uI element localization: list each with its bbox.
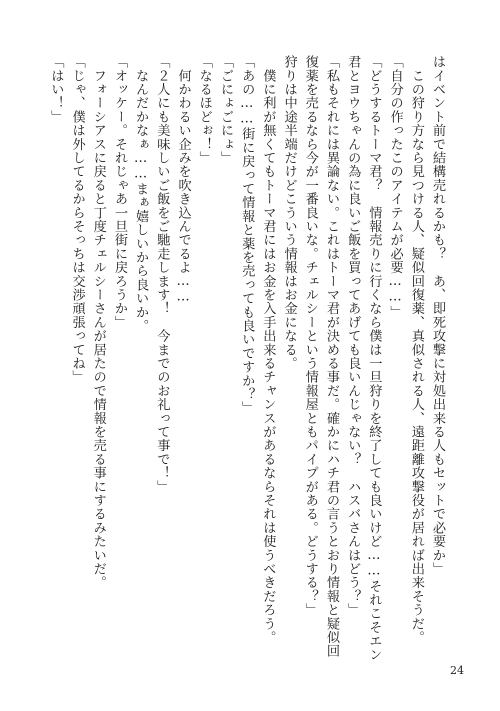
text-line: 僕に利が無くてもトーマ君にはお金を入手出来るチャンスがあるならそれは使うべきだろう。 — [260, 55, 276, 645]
text-line: 「はい！」 — [48, 55, 64, 124]
text-line: 「どうするトーマ君？ 情報売りに行くなら僕は一旦狩りを終了しても良いけど……それこそエン — [366, 55, 382, 662]
text-line: フォーシアスに戻ると丁度チェルシーさんが居たので情報を売る事にするみたいだ。 — [90, 55, 106, 590]
page-number: 24 — [450, 664, 464, 677]
text-line: はイベント前で結構売れるかも？ あ、即死攻撃に対処出来る人もセットで必要か」 — [430, 55, 445, 576]
text-line: 「あの……街に戻って情報と薬を売っても良いですか？」 — [239, 55, 255, 415]
text-line: 「自分の作ったこのアイテムが必要……」 — [387, 55, 403, 319]
text-line: 「なるほどぉ！」 — [196, 55, 212, 165]
text-line: 「ごにょごにょ」 — [217, 55, 233, 165]
text-line: 「私もそれには異論ない。これはトーマ君が決める事だ。確かにハチ君の言うとおり情報と疑似回 — [323, 55, 339, 658]
text-line: この狩り方なら見つける人、疑似回復薬、真似される人、遠距離攻撃役が居れば出来そうだ。 — [408, 55, 424, 645]
text-line: 「２人にも美味しいご飯をご馳走します！ 今までのお礼って事で！」 — [154, 55, 170, 494]
text-line: 「じゃ、僕は外してるからそっちは交渉頑張ってね」 — [69, 55, 85, 384]
text-line: 君とヨウちゃんの為に良いご飯を買ってあげても良いんじゃない？ ハスバさんはどう？」 — [345, 55, 361, 617]
text-line: 狩りは中途半端だけどこういう情報はお金になる。 — [281, 55, 297, 371]
text-line: 復薬を売るなら今が一番良いな。チェルシーという情報屋ともパイプがある。どうする？」 — [302, 55, 318, 617]
text-line: なんだかなぁ……まぁ嬉しいから良いか。 — [133, 55, 149, 333]
text-line: 「オッケー。それじゃあ一旦街に戻ろうか」 — [111, 55, 127, 329]
vertical-text-body — [45, 55, 448, 662]
text-line: 何かわるい企みを吹き込んでるよ…… — [175, 55, 191, 306]
